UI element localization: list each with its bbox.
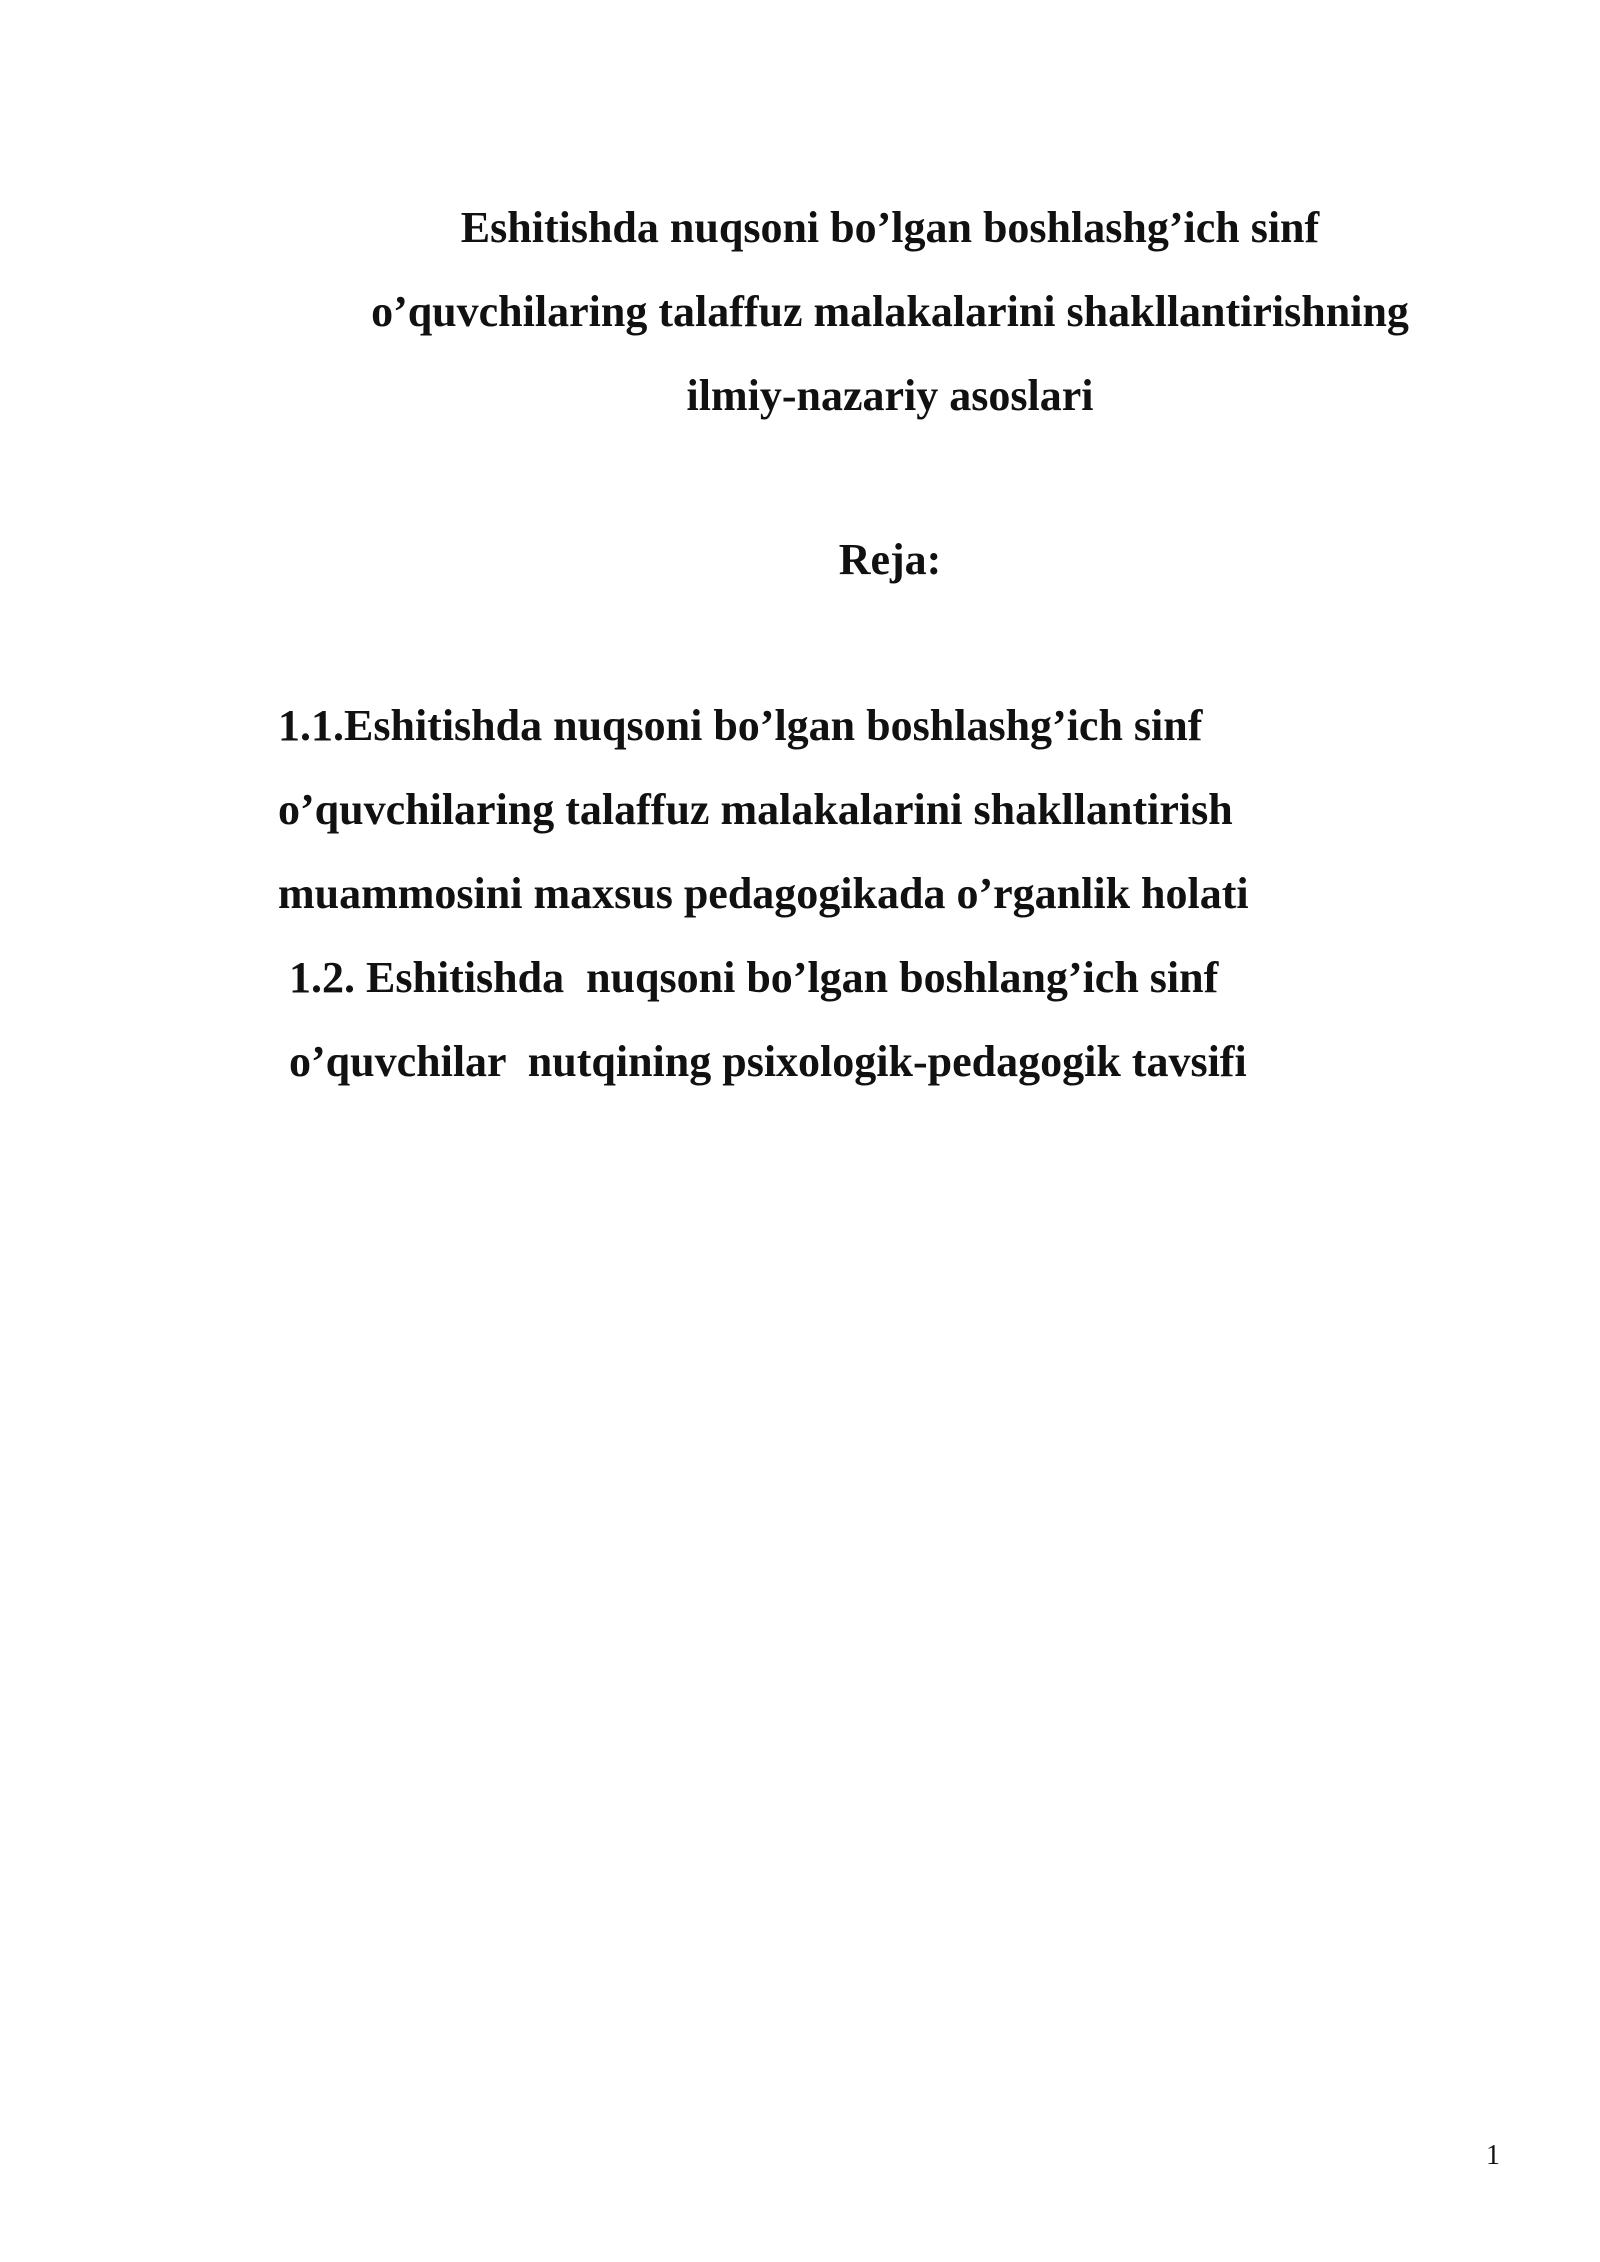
plan-item-1-line-3: muammosini maxsus pedagogikada o’rganlik holati xyxy=(278,869,1249,918)
document-title xyxy=(290,186,1490,438)
plan-item-1-line-2: o’quvchilaring talaffuz malakalarini shakllantirish xyxy=(278,785,1233,834)
title-line-3: ilmiy-nazariy asoslari xyxy=(686,371,1094,420)
page-number: 1 xyxy=(1486,2140,1500,2171)
plan-item-1-line-1: 1.1.Eshitishda nuqsoni bo’lgan boshlashg’ich sinf xyxy=(278,701,1203,750)
title-line-1: Eshitishda nuqsoni bo’lgan boshlashg’ich sinf xyxy=(460,203,1320,252)
plan-item-2-line-1: 1.2. Eshitishda nuqsoni bo’lgan boshlang’ich sinf xyxy=(278,953,1219,1002)
plan-heading: Reja: xyxy=(838,535,942,584)
plan-item-2-line-2: o’quvchilar nutqining psixologik-pedagogik tavsifi xyxy=(278,1037,1247,1086)
title-line-2: o’quvchilaring talaffuz malakalarini shakllantirishning xyxy=(371,287,1409,336)
